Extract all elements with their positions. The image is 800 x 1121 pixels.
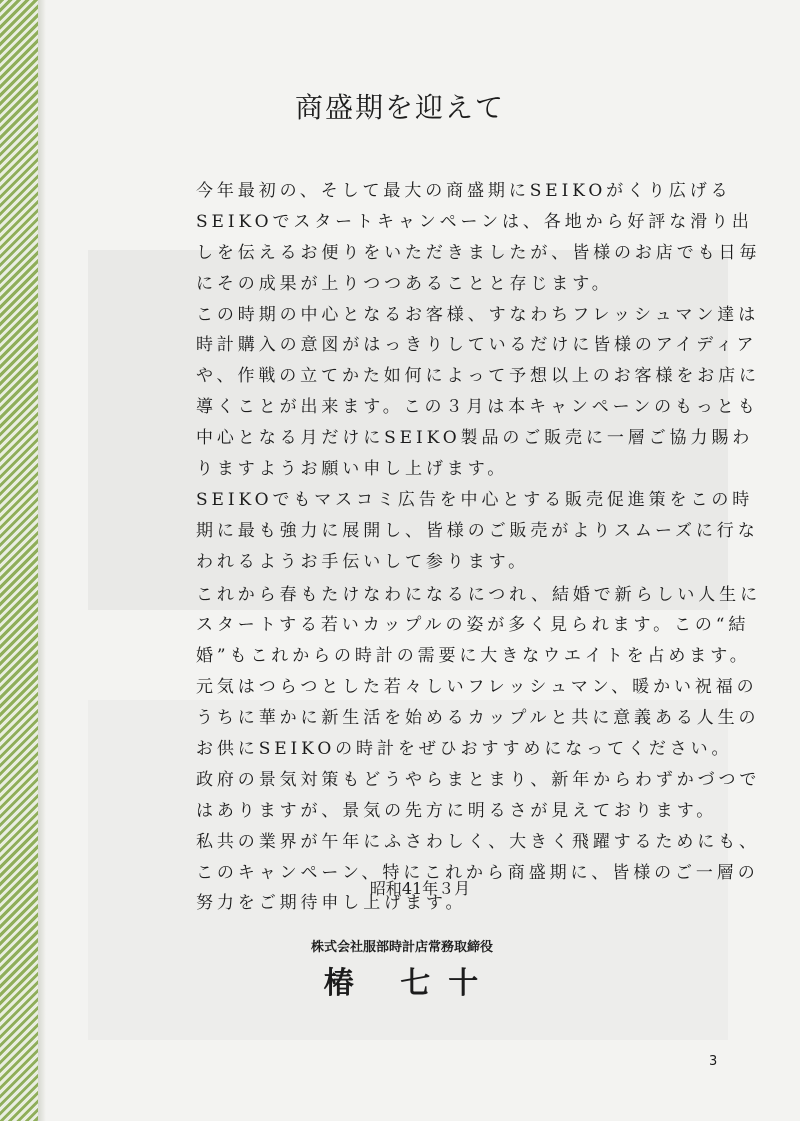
text-line: 期に最も強力に展開し、皆様のご販売がよりスムーズに行な [196, 520, 759, 541]
text-line: われるようお手伝いして参ります。 [196, 551, 530, 572]
text-line: 政府の景気対策もどうやらまとまり、新年からわずかづつで [196, 769, 761, 790]
text-line: や、作戦の立てかた如何によって予想以上のお客様をお店に [196, 366, 760, 387]
author-signature: 椿 七十 [323, 966, 497, 1001]
text-line: 時計購入の意図がはっきりしているだけに皆様のアイディア [196, 335, 758, 356]
text-line: SEIKOでスタートキャンペーンは、各地から好評な滑り出 [196, 211, 753, 232]
text-line: しを伝えるお便りをいただきましたが、皆様のお店でも日毎 [196, 242, 761, 263]
text-line: うちに華かに新生活を始めるカップルと共に意義ある人生の [196, 708, 760, 729]
text-line: 元気はつらつとした若々しいフレッシュマン、暖かい祝福の [196, 677, 758, 698]
page-number: 3 [709, 1054, 718, 1069]
text-line: 中心となる月だけにSEIKO製品のご販売に一層ご協力賜わ [196, 428, 754, 449]
text-line: このキャンペーン、特にこれから商盛期に、皆様のご一層の [196, 862, 759, 883]
text-line: りますようお願い申し上げます。 [196, 459, 509, 480]
text-line: 導くことが出来ます。この３月は本キャンペーンのもっとも [196, 397, 759, 418]
letter-date: 昭和41年３月 [369, 879, 471, 898]
letter-body [196, 176, 761, 919]
text-line: 努力をご期待申し上げます。 [196, 893, 467, 914]
text-line: スタートする若いカップルの姿が多く見られます。この“結 [196, 615, 750, 636]
text-line: 今年最初の、そして最大の商盛期にSEIKOがくり広げる [196, 181, 732, 201]
text-line: これから春もたけなわになるにつれ、結婚で新らしい人生に [196, 584, 761, 605]
text-line: お供にSEIKOの時計をぜひおすすめになってください。 [196, 739, 733, 760]
text-line: SEIKOでもマスコミ広告を中心とする販売促進策をこの時 [196, 489, 754, 510]
author-title: 株式会社服部時計店常務取締役 [310, 940, 493, 955]
text-line: 婚”もこれからの時計の需要に大きなウエイトを占めます。 [196, 646, 751, 667]
text-line: はありますが、景気の先方に明るさが見えております。 [196, 800, 718, 821]
text-line: 私共の業界が午年にふさわしく、大きく飛躍するためにも、 [196, 831, 760, 852]
text-line: この時期の中心となるお客様、すなわちフレッシュマン達は [196, 304, 760, 325]
text-line: にその成果が上りつつあることと存じます。 [196, 273, 613, 294]
page-title: 商盛期を迎えて [294, 91, 505, 124]
